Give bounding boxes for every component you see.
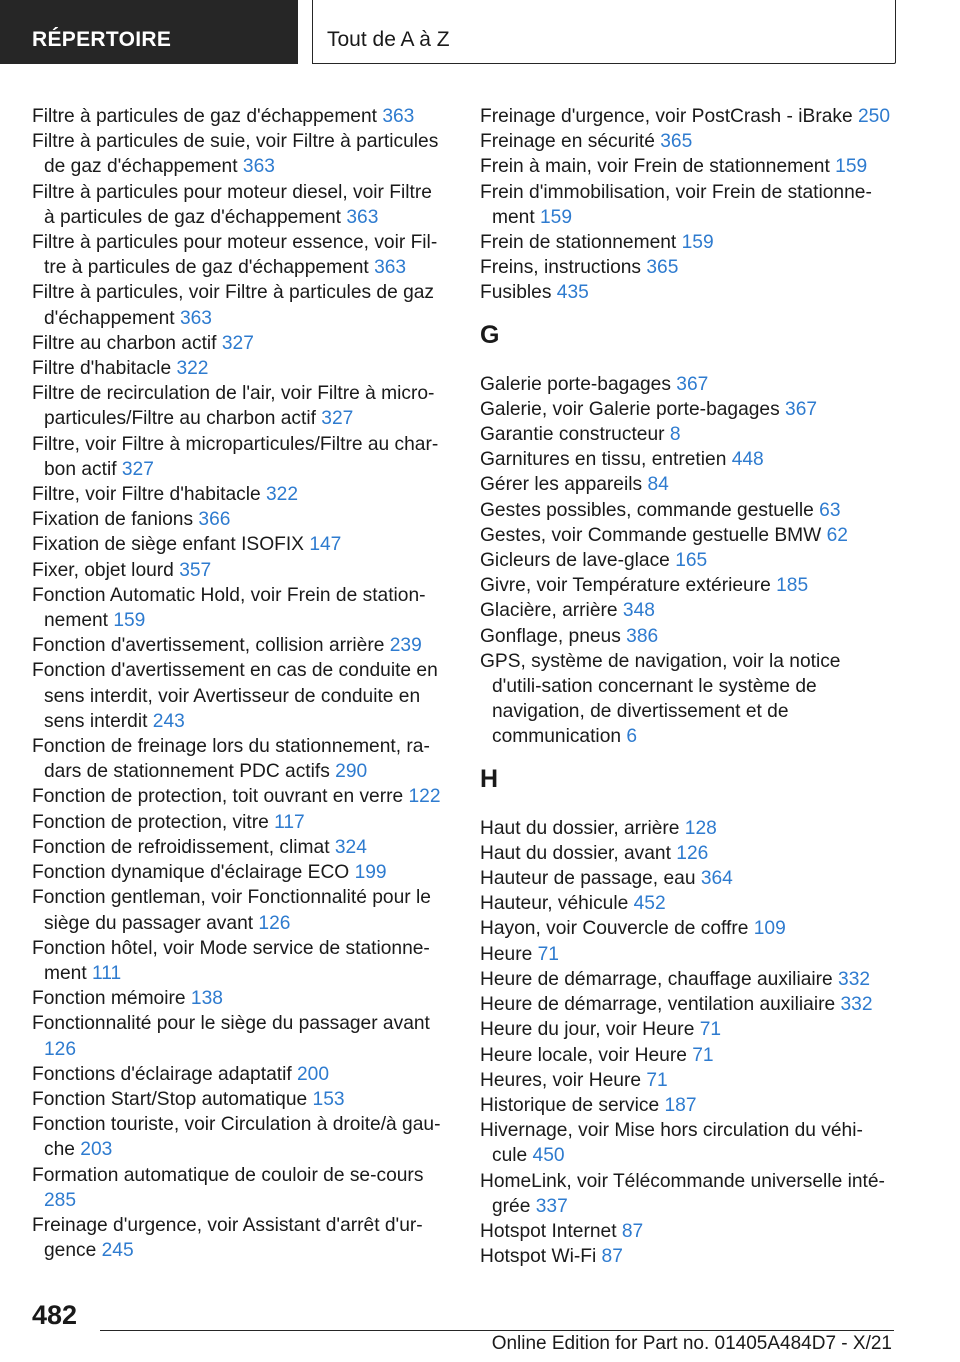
index-entry [480, 397, 894, 422]
entry-text: Galerie, voir Galerie porte-bagages [480, 398, 780, 420]
index-entry [480, 1093, 894, 1118]
index-entry [480, 1068, 894, 1093]
entry-text: Freins, instructions [480, 257, 642, 279]
index-entry [480, 1219, 894, 1244]
page-reference-link[interactable]: 448 [731, 449, 764, 471]
index-entry [480, 230, 894, 255]
page-reference-link[interactable]: 147 [309, 534, 342, 556]
page-reference-link[interactable]: 165 [675, 550, 708, 572]
index-entry [32, 734, 446, 784]
index-entry [32, 986, 446, 1011]
index-entry [480, 1244, 894, 1269]
page-reference-link[interactable]: 84 [647, 474, 669, 496]
index-list-f-end [480, 104, 894, 306]
index-entry [32, 583, 446, 633]
entry-text: Heures, voir Heure [480, 1069, 642, 1091]
page-reference-link[interactable]: 386 [626, 625, 659, 647]
index-entry [480, 942, 894, 967]
index-entry [480, 472, 894, 497]
index-entry [480, 816, 894, 841]
page-reference-link[interactable]: 153 [312, 1088, 345, 1110]
entry-text: Heure locale, voir Heure [480, 1044, 687, 1066]
letter-heading-h: H [480, 764, 499, 793]
page-reference-link[interactable]: 71 [692, 1044, 714, 1066]
index-entry [32, 784, 446, 809]
index-entry [32, 860, 446, 885]
index-entry [480, 624, 894, 649]
index-entry [32, 507, 446, 532]
index-entry [32, 633, 446, 658]
entry-text: Fonction de freinage lors du stationnement, ra-dars de stationnement PDC actifs [32, 736, 430, 783]
page-reference-link[interactable]: 126 [44, 1038, 77, 1060]
index-entry [32, 558, 446, 583]
index-entry [480, 891, 894, 916]
page-reference-link[interactable]: 71 [646, 1069, 668, 1091]
index-entry [32, 936, 446, 986]
page-reference-link[interactable]: 138 [190, 988, 223, 1010]
page-reference-link[interactable]: 87 [621, 1220, 644, 1242]
entry-text: Garantie constructeur [480, 424, 665, 446]
page-reference-link[interactable]: 363 [382, 106, 415, 127]
entry-text: Garnitures en tissu, entretien [480, 449, 727, 471]
entry-text: Gestes, voir Commande gestuelle BMW [480, 524, 822, 546]
page-reference-link[interactable]: 159 [540, 206, 573, 228]
entry-text: Gicleurs de lave-glace [480, 550, 670, 572]
page-reference-link[interactable]: 128 [684, 817, 717, 839]
entry-text: Fonction gentleman, voir Fonctionnalité pour le siège du passager avant [32, 887, 431, 934]
index-entry [32, 885, 446, 935]
index-list-left [32, 104, 446, 1263]
index-entry [480, 372, 894, 397]
index-entry [32, 1112, 446, 1162]
page-reference-link[interactable]: 363 [374, 257, 407, 279]
entry-text: Fixation de siège enfant ISOFIX [32, 534, 304, 556]
page-reference-link[interactable]: 364 [700, 868, 733, 890]
page-reference-link[interactable]: 367 [676, 373, 709, 395]
entry-text: Haut du dossier, arrière [480, 817, 680, 839]
entry-text: Filtre à particules, voir Filtre à particules de gaz d'échappement [32, 282, 435, 329]
entry-text: Fixation de fanions [32, 509, 194, 531]
entry-text: Fonction hôtel, voir Mode service de stationne-ment [32, 937, 430, 984]
entry-text: Galerie porte-bagages [480, 373, 671, 395]
index-entry [480, 154, 894, 179]
entry-text: Frein à main, voir Frein de stationnement [480, 156, 830, 178]
index-entry [480, 548, 894, 573]
page-reference-link[interactable]: 63 [819, 499, 841, 521]
entry-text: Filtre à particules de suie, voir Filtre à particules de gaz d'échappement [32, 131, 439, 178]
page-reference-link[interactable]: 117 [274, 811, 305, 833]
page-reference-link[interactable]: 452 [633, 893, 666, 915]
footer-divider [100, 1330, 894, 1331]
entry-text: Frein d'immobilisation, voir Frein de stationne-ment [480, 181, 872, 228]
page-reference-link[interactable]: 327 [321, 408, 354, 430]
entry-text: Fonction d'avertissement en cas de conduite en sens interdit, voir Avertisseur de conduite en sens interdit [32, 660, 438, 732]
index-entry [480, 649, 894, 750]
entry-text: Fusibles [480, 282, 552, 304]
page-reference-link[interactable]: 159 [113, 610, 146, 632]
index-entry [32, 230, 446, 280]
index-entry [32, 1163, 446, 1213]
page-reference-link[interactable]: 203 [80, 1139, 113, 1161]
footer-edition: Online Edition for Part no. 01405A484D7 - X/21 [491, 1333, 892, 1354]
index-entry [480, 129, 894, 154]
page-reference-link[interactable]: 8 [669, 424, 681, 446]
index-entry [32, 835, 446, 860]
index-entry [480, 916, 894, 941]
page-reference-link[interactable]: 71 [537, 943, 559, 965]
page-reference-link[interactable]: 290 [335, 761, 368, 783]
page-reference-link[interactable]: 365 [660, 131, 693, 153]
entry-text: Fonction mémoire [32, 988, 186, 1010]
entry-text: Fonction Start/Stop automatique [32, 1088, 308, 1110]
page-reference-link[interactable]: 365 [646, 257, 679, 279]
index-entry [480, 255, 894, 280]
page-reference-link[interactable]: 111 [92, 962, 122, 984]
index-list-h [480, 816, 894, 1270]
page-reference-link[interactable]: 187 [664, 1094, 697, 1116]
index-entry [480, 992, 894, 1017]
entry-text: HomeLink, voir Télécommande universelle inté-grée [480, 1170, 885, 1217]
page-reference-link[interactable]: 363 [179, 307, 212, 329]
entry-text: Gestes possibles, commande gestuelle [480, 499, 814, 521]
index-list-g [480, 372, 894, 750]
entry-text: Freinage d'urgence, voir Assistant d'arrêt d'ur-gence [32, 1214, 423, 1262]
index-entry [32, 356, 446, 381]
index-entry [32, 1062, 446, 1087]
index-entry [32, 1011, 446, 1061]
index-entry [32, 532, 446, 557]
page-reference-link[interactable]: 6 [626, 726, 638, 748]
entry-text: Hauteur, véhicule [480, 893, 629, 915]
index-entry [480, 104, 894, 129]
page-reference-link[interactable]: 337 [535, 1195, 568, 1217]
page-reference-link[interactable]: 122 [408, 786, 441, 808]
entry-text: Freinage en sécurité [480, 131, 655, 153]
page-reference-link[interactable]: 200 [297, 1063, 330, 1085]
entry-text: Fonction de protection, vitre [32, 811, 269, 833]
page-reference-link[interactable]: 285 [44, 1189, 77, 1211]
entry-text: Givre, voir Température extérieure [480, 575, 771, 597]
page-header [0, 0, 960, 66]
index-column-left [32, 104, 446, 1263]
entry-text: Heure de démarrage, ventilation auxiliaire [480, 994, 836, 1016]
index-entry [480, 1017, 894, 1042]
page-reference-link[interactable]: 199 [354, 862, 387, 884]
entry-text: Filtre à particules pour moteur essence, voir Fil-tre à particules de gaz d'échappement [32, 232, 438, 279]
chapter-tab: Tout de A à Z [312, 0, 896, 64]
entry-text: Hotspot Wi-Fi [480, 1246, 597, 1268]
index-entry [480, 447, 894, 472]
index-entry [480, 280, 894, 305]
entry-text: Fonction touriste, voir Circulation à droite/à gau-che [32, 1114, 441, 1161]
letter-heading-g: G [480, 320, 500, 349]
index-entry [480, 598, 894, 623]
index-entry [32, 482, 446, 507]
page-number: 482 [32, 1300, 78, 1330]
entry-text: Fonction Automatic Hold, voir Frein de station-nement [32, 584, 426, 632]
page-reference-link[interactable]: 159 [681, 232, 714, 254]
index-entry [32, 658, 446, 734]
page-reference-link[interactable]: 367 [785, 398, 818, 420]
index-entry [480, 866, 894, 891]
entry-text: Heure de démarrage, chauffage auxiliaire [480, 968, 833, 990]
index-entry [480, 180, 894, 230]
index-entry [480, 573, 894, 598]
index-entry [480, 1169, 894, 1219]
entry-text: Hauteur de passage, eau [480, 868, 696, 890]
index-entry [480, 422, 894, 447]
page-reference-link[interactable]: 324 [334, 836, 367, 858]
index-entry [32, 1087, 446, 1112]
entry-text: Filtre, voir Filtre à microparticules/Filtre au char-bon actif [32, 433, 439, 480]
index-entry [32, 810, 446, 835]
index-entry [480, 841, 894, 866]
page-reference-link[interactable]: 348 [622, 600, 655, 622]
page-reference-link[interactable]: 126 [676, 842, 709, 864]
entry-text: Fixer, objet lourd [32, 559, 174, 581]
page-reference-link[interactable]: 366 [198, 509, 231, 531]
page-reference-link[interactable]: 450 [532, 1145, 565, 1167]
page-reference-link[interactable]: 126 [258, 912, 291, 934]
entry-text: Hivernage, voir Mise hors circulation du véhi-cule [480, 1120, 863, 1167]
index-entry [32, 1213, 446, 1263]
index-entry [480, 523, 894, 548]
entry-text: Filtre, voir Filtre d'habitacle [32, 484, 261, 506]
entry-text: Historique de service [480, 1094, 660, 1116]
entry-text: Fonction de refroidissement, climat [32, 836, 330, 858]
entry-text: Gonflage, pneus [480, 625, 621, 647]
entry-text: Fonctions d'éclairage adaptatif [32, 1063, 292, 1085]
entry-text: GPS, système de navigation, voir la notice d'utili-sation concernant le système de navigation, de divertissement et de communication [480, 650, 841, 748]
index-column-right [480, 104, 894, 1269]
index-entry [480, 1118, 894, 1168]
page-reference-link[interactable]: 363 [242, 156, 275, 178]
page-reference-link[interactable]: 322 [176, 358, 209, 380]
entry-text: Heure [480, 943, 533, 965]
entry-text: Filtre à particules pour moteur diesel, voir Filtre à particules de gaz d'échappement [32, 181, 432, 228]
page-reference-link[interactable]: 239 [389, 635, 422, 657]
entry-text: Haut du dossier, avant [480, 842, 671, 864]
page-reference-link[interactable]: 185 [776, 575, 809, 597]
index-entry [32, 331, 446, 356]
index-entry [32, 432, 446, 482]
entry-text: Fonction d'avertissement, collision arrière [32, 635, 385, 657]
entry-text: Fonctionnalité pour le siège du passager avant [32, 1013, 430, 1035]
entry-text: Filtre d'habitacle [32, 358, 172, 380]
page-reference-link[interactable]: 250 [858, 106, 891, 127]
entry-text: Freinage d'urgence, voir PostCrash - iBrake [480, 106, 853, 127]
page-reference-link[interactable]: 435 [556, 282, 589, 304]
index-entry [32, 280, 446, 330]
entry-text: Filtre de recirculation de l'air, voir Filtre à micro-particules/Filtre au charbon actif [32, 383, 435, 430]
page-reference-link[interactable]: 243 [152, 710, 185, 732]
entry-text: Gérer les appareils [480, 474, 643, 496]
page-reference-link[interactable]: 327 [121, 458, 154, 480]
section-tab: RÉPERTOIRE [0, 0, 298, 64]
index-entry [32, 381, 446, 431]
index-entry [32, 104, 446, 129]
entry-text: Frein de stationnement [480, 232, 677, 254]
page-reference-link[interactable]: 322 [266, 484, 299, 506]
page-reference-link[interactable]: 245 [101, 1240, 134, 1262]
index-entry [32, 180, 446, 230]
index-entry [32, 129, 446, 179]
page-reference-link[interactable]: 62 [826, 524, 848, 546]
page-reference-link[interactable]: 363 [346, 206, 379, 228]
index-entry [480, 498, 894, 523]
page-reference-link[interactable]: 109 [753, 918, 786, 940]
entry-text: Heure du jour, voir Heure [480, 1019, 695, 1041]
page-reference-link[interactable]: 159 [835, 156, 868, 178]
page-reference-link[interactable]: 327 [221, 332, 254, 354]
entry-text: Hayon, voir Couvercle de coffre [480, 918, 749, 940]
page-reference-link[interactable]: 357 [179, 559, 212, 581]
entry-text: Filtre au charbon actif [32, 332, 217, 354]
entry-text: Glacière, arrière [480, 600, 618, 622]
entry-text: Fonction de protection, toit ouvrant en verre [32, 786, 404, 808]
page-reference-link[interactable]: 71 [699, 1019, 722, 1041]
page-reference-link[interactable]: 332 [838, 968, 871, 990]
entry-text: Hotspot Internet [480, 1220, 617, 1242]
index-entry [480, 967, 894, 992]
page-reference-link[interactable]: 87 [601, 1246, 623, 1268]
entry-text: Formation automatique de couloir de se-cours [32, 1164, 424, 1186]
page-reference-link[interactable]: 332 [840, 994, 873, 1016]
index-entry [480, 1043, 894, 1068]
entry-text: Fonction dynamique d'éclairage ECO [32, 862, 350, 884]
entry-text: Filtre à particules de gaz d'échappement [32, 106, 377, 127]
